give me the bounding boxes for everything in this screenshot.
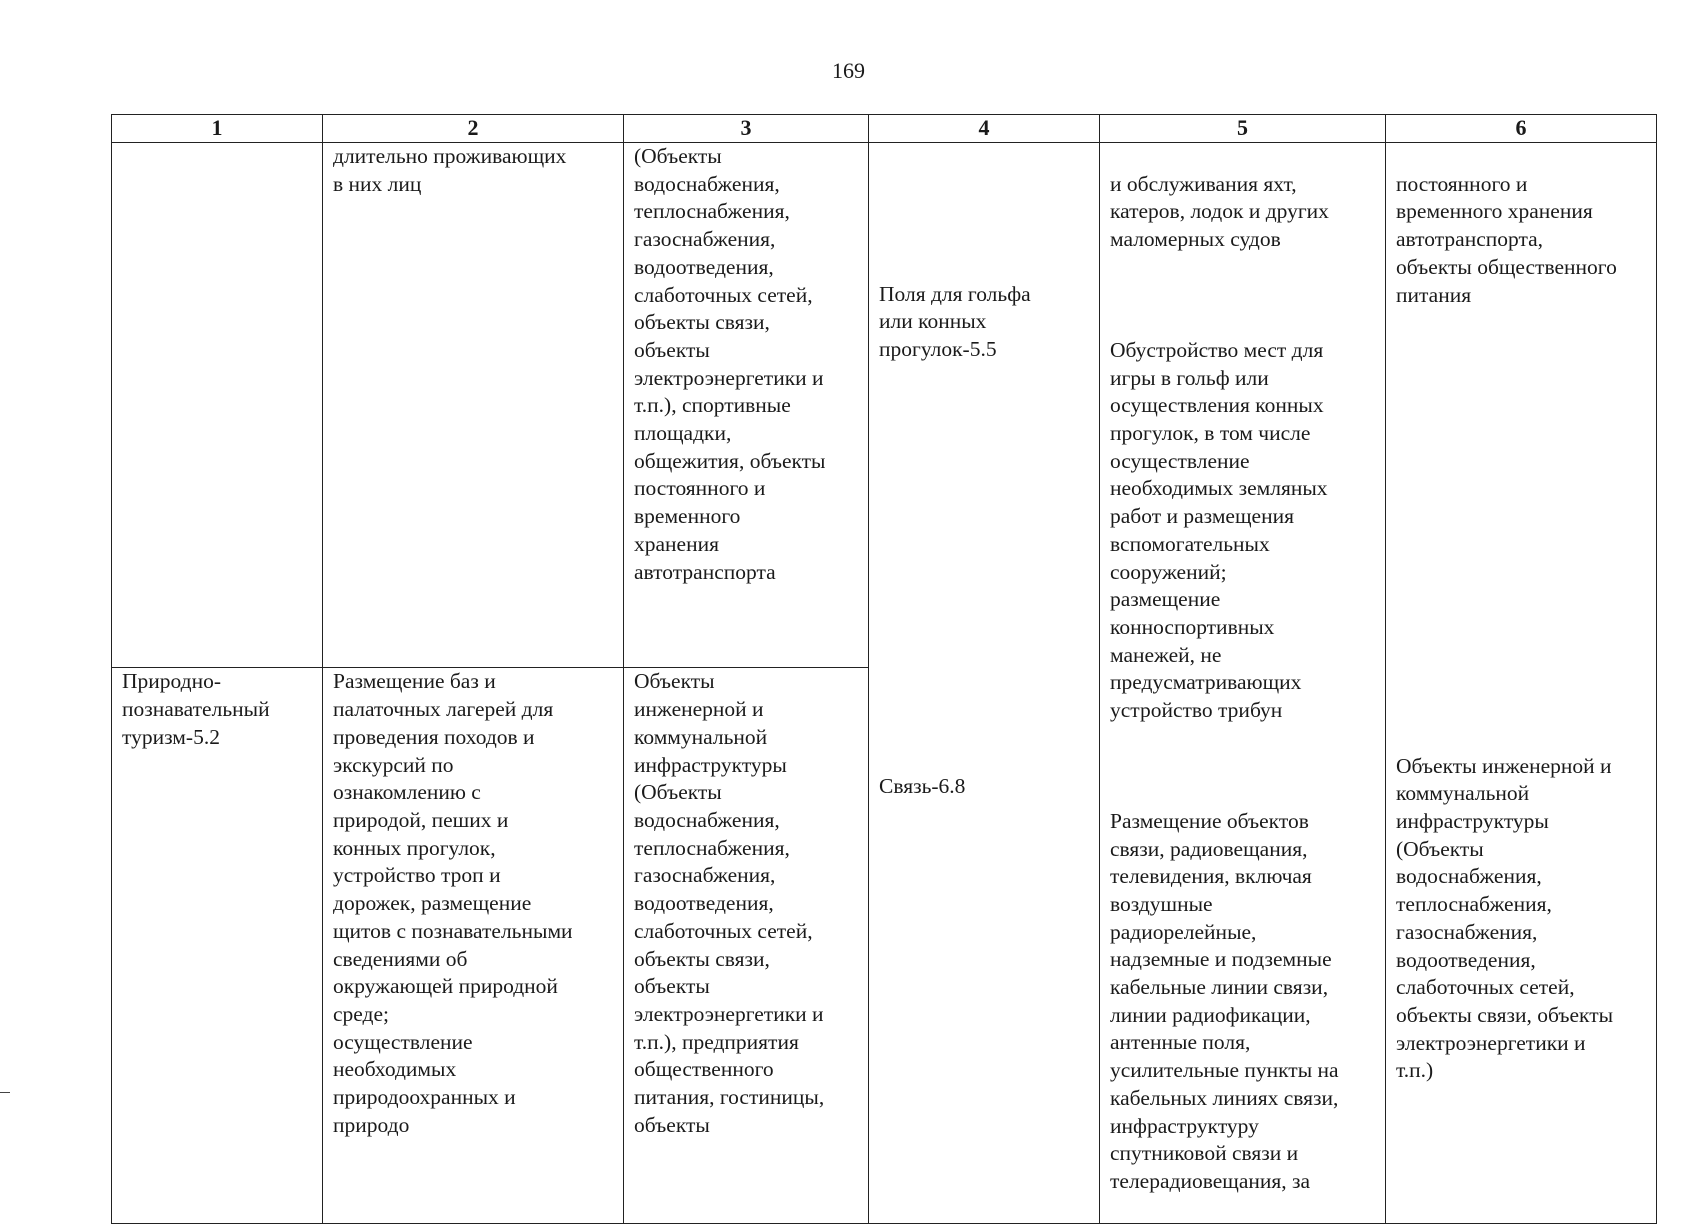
row-bottom-col-1: Природно- познавательный туризм-5.2 [112, 668, 323, 1224]
header-col-1: 1 [112, 115, 323, 143]
land-use-table [111, 114, 1657, 1224]
col-6-cell [1386, 143, 1657, 1224]
col-5-part-3: Размещение объектов связи, радиовещания, телевидения, включая воздушные радиорелейные, надземные и подземные кабельные линии связи, линии радиофикации, антенные поля, усилительные пункты на кабельных линиях связи, инфраструктуру спутниковой связи и телерадиовещания, за [1110, 808, 1339, 1193]
col-4-communication-item: Связь-6.8 [879, 774, 966, 799]
col-6-part-2: Объекты инженерной и коммунальной инфраструктуры (Объекты водоснабжения, теплоснабжения, газоснабжения, водоотведения, слаботочных сетей, объекты связи, объекты электроэнергетики и т.п.) [1396, 753, 1614, 1083]
header-col-3: 3 [624, 115, 869, 143]
col-6-part-1: постоянного и временного хранения автотранспорта, объекты общественного питания [1396, 171, 1617, 307]
col-5-part-1: и обслуживания яхт, катеров, лодок и других маломерных судов [1110, 171, 1329, 252]
col-5-gap-2 [1110, 752, 1377, 780]
col-4-spacer [879, 392, 1091, 746]
header-col-6: 6 [1386, 115, 1657, 143]
row-bottom-col-2: Размещение баз и палаточных лагерей для проведения походов и экскурсий по ознакомлению с природой, пеших и конных прогулок, устройство троп и дорожек, размещение щитов с познавательными сведениями об окружающей природной среде; осуществление необходимых природоохранных и природо [323, 668, 624, 1224]
header-col-4: 4 [869, 115, 1100, 143]
col-6-spacer [1396, 337, 1648, 725]
row-bottom-col-3: Объекты инженерной и коммунальной инфраструктуры (Объекты водоснабжения, теплоснабжения, газоснабжения, водоотведения, слаботочных сетей, объекты связи, объекты электроэнергетики и т.п.), предприятия общественного питания, гостиницы, объекты [624, 668, 869, 1224]
header-col-5: 5 [1100, 115, 1386, 143]
row-top-col-2: длительно проживающих в них лиц [323, 143, 624, 668]
row-top-col-1 [112, 143, 323, 668]
table-header-row [112, 115, 1657, 143]
col-4-golf-item: Поля для гольфа или конных прогулок-5.5 [879, 281, 1031, 362]
row-top-col-3: (Объекты водоснабжения, теплоснабжения, газоснабжения, водоотведения, слаботочных сетей, объекты связи, объекты электроэнергетики и т.п.), спортивные площадки, общежития, объекты постоянного и временного хранения автотранспорта [624, 143, 869, 668]
page-number: 169 [832, 58, 865, 83]
col-5-cell [1100, 143, 1386, 1224]
col-5-gap-1 [1110, 282, 1377, 310]
table-row [112, 143, 1657, 668]
col-4-cell [869, 143, 1100, 1224]
col-5-part-2: Обустройство мест для игры в гольф или осуществления конных прогулок, в том числе осуществление необходимых земляных работ и размещения вспомогательных сооружений; размещение конноспортивных манежей, не предусматривающих устройство трибун [1110, 337, 1328, 723]
header-col-2: 2 [323, 115, 624, 143]
scan-edge-mark [0, 1092, 10, 1093]
